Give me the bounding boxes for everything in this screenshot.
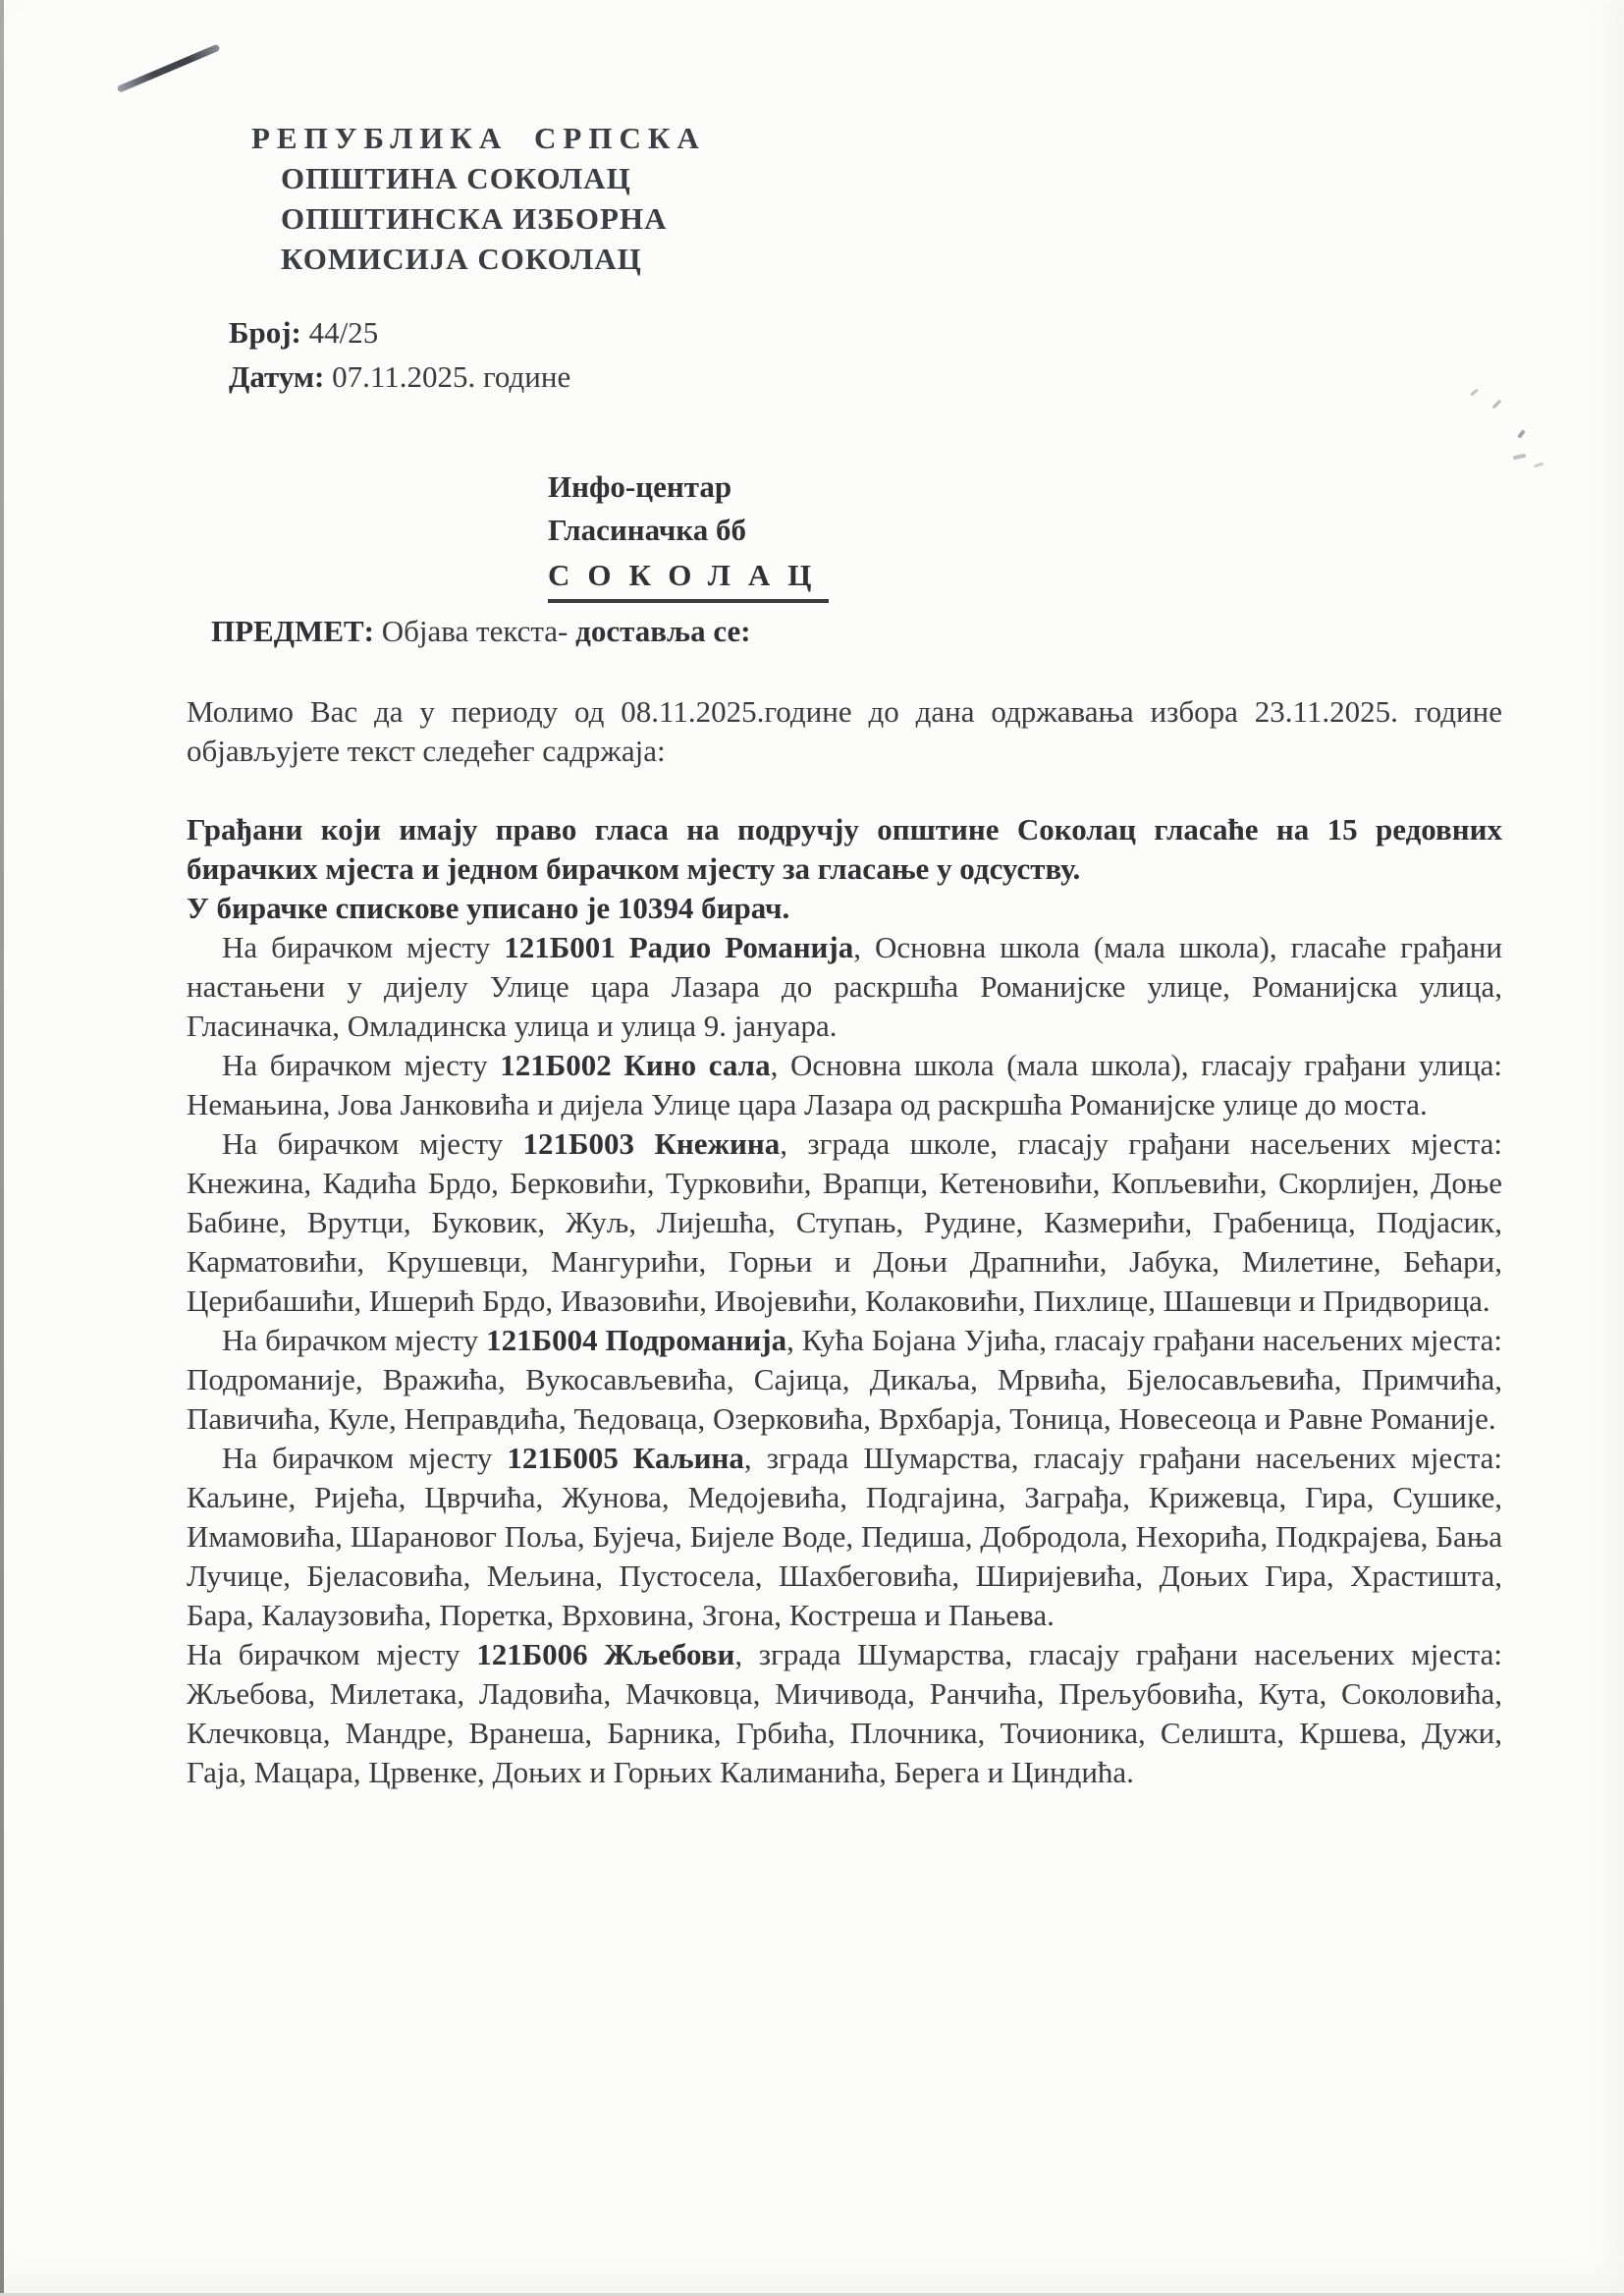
subject-label: ПРЕДМЕТ: (211, 614, 374, 648)
polling-station-paragraph-121B003 (187, 1124, 1502, 1321)
letterhead-republic-line: РЕПУБЛИКА СРПСКА (251, 121, 706, 155)
announcement-block (187, 810, 1502, 928)
station-code: 121Б005 Каљина (507, 1441, 744, 1475)
polling-station-paragraph-121B002 (187, 1046, 1502, 1124)
station-pre: На бирачком мјесту (222, 930, 505, 964)
reference-block (229, 310, 570, 399)
station-pre: На бирачком мјесту (187, 1637, 477, 1671)
subject-line (211, 614, 751, 649)
intro-paragraph: Молимо Вас да у периоду од 08.11.2025.године до дана одржавања избора 23.11.2025. године објављујете текст следећег садржаја: (187, 694, 1502, 768)
scan-edge-left (0, 0, 4, 2296)
ref-number-value: 44/25 (308, 315, 379, 350)
polling-station-paragraph-121B001 (187, 928, 1502, 1046)
letterhead (251, 118, 706, 279)
letter-body (187, 692, 1502, 1792)
recipient-street: Гласиначка бб (548, 513, 746, 547)
scan-speck (1470, 388, 1479, 396)
station-details: , Основна школа (мала школа), гласају грађани улица: Немањина, Јова Јанковића и дијела Улице цара Лазара од раскршћа Романијске улице до моста. (187, 1048, 1503, 1121)
station-code: 121Б006 Жљебови (476, 1637, 735, 1671)
ref-date-line (229, 355, 570, 399)
announcement-voters: У бирачке спискове уписано је 10394 бирач. (187, 891, 790, 925)
polling-station-paragraph-121B004 (187, 1321, 1502, 1439)
ref-number-line (229, 310, 570, 355)
station-details: , зграда школе, гласају грађани насељених мјеста: Кнежина, Кадића Брдо, Берковићи, Турковићи, Врапци, Кетеновићи, Копљевићи, Скорлијен, Доње Бабине, Врутци, Буковик, Жуљ, Лијешћа, Ступањ, Рудине, Казмерићи, Грабеница, Подјасик, Карматовићи, Крушевци, Мангурићи, Горњи и Доњи Драпнићи, Јабука, Милетине, Бећари, Церибашићи, Ишерић Брдо, Ивазовићи, Ивојевићи, Колаковићи, Пихлице, Шашевци и Придворица. (187, 1126, 1503, 1318)
station-code: 121Б001 Радио Романија (504, 930, 854, 964)
station-pre: На бирачком мјесту (222, 1126, 523, 1161)
scan-speck (1517, 429, 1526, 439)
subject-emphasis: доставља се: (575, 614, 751, 648)
station-code: 121Б004 Подроманија (486, 1323, 787, 1357)
station-details: , Кућа Бојана Ујића, гласају грађани насељених мјеста: Подроманије, Вражића, Вукосављевића, Сајица, Дикаља, Мрвића, Бјелосављевића, Примчића, Павичића, Куле, Неправдића, Ћедоваца, Озерковића, Врхбарја, Тоница, Новесеоца и Равне Романије. (187, 1323, 1503, 1436)
recipient-city: СОКОЛАЦ (548, 554, 829, 603)
station-code: 121Б002 Кино сала (500, 1048, 771, 1082)
recipient-block (548, 465, 829, 603)
ref-date-value: 07.11.2025. године (332, 359, 571, 394)
announcement-main: Грађани који имају право гласа на подручју општине Соколац гласаће на 15 редовних бирачких мјеста и једном бирачком мјесту за гласање у одсуству. (187, 812, 1502, 886)
station-details: , Основна школа (мала школа), гласаће грађани настањени у дијелу Улице цара Лазара до раскршћа Романијске улице, Романијска улица, Гласиначка, Омладинска улица и улица 9. јануара. (187, 930, 1502, 1043)
scan-speck (1534, 463, 1543, 468)
ref-date-label: Датум: (229, 359, 325, 394)
station-details: , зграда Шумарства, гласају грађани насељених мјеста: Каљине, Ријећа, Цврчића, Жунова, Медојевића, Подгајина, Заграђа, Крижевца, Гира, Сушике, Имамовића, Шарановог Поља, Бујеча, Бијеле Воде, Педиша, Добродола, Нехорића, Подкрајева, Бања Лучице, Бјеласовића, Мељина, Пустосела, Шахбеговића, Ширијевића, Доњих Гира, Храстишта, Бара, Калаузовића, Поретка, Врховина, Згона, Костреша и Пањева. (187, 1441, 1502, 1632)
station-details: , зграда Шумарства, гласају грађани насељених мјеста: Жљебова, Милетака, Ладовића, Мачковца, Мичивода, Ранчића, Прељубовића, Кута, Соколовића, Клечковца, Мандре, Вранеша, Барника, Грбића, Плочника, Точионика, Селишта, Кршева, Дужи, Гаја, Мацара, Црвенке, Доњих и Горњих Калиманића, Берега и Циндића. (187, 1637, 1502, 1789)
letterhead-municipality-line: ОПШТИНА СОКОЛАЦ (281, 161, 631, 195)
station-pre: На бирачком мјесту (222, 1323, 487, 1357)
ref-number-label: Број: (229, 315, 301, 350)
pen-stroke-mark (117, 44, 221, 93)
polling-station-paragraph-121B006 (187, 1635, 1502, 1792)
letterhead-commission-line-2: КОМИСИЈА СОКОЛАЦ (281, 242, 642, 276)
letterhead-commission-line-1: ОПШТИНСКА ИЗБОРНА (281, 201, 668, 236)
subject-text: Објава текста- (374, 614, 576, 648)
polling-station-paragraph-121B005 (187, 1439, 1502, 1635)
station-code: 121Б003 Кнежина (522, 1126, 781, 1161)
station-pre: На бирачком мјесту (222, 1441, 508, 1475)
scan-speck (1513, 454, 1527, 461)
scan-speck (1492, 400, 1502, 410)
recipient-name: Инфо-центар (548, 469, 732, 504)
station-pre: На бирачком мјесту (222, 1048, 501, 1082)
